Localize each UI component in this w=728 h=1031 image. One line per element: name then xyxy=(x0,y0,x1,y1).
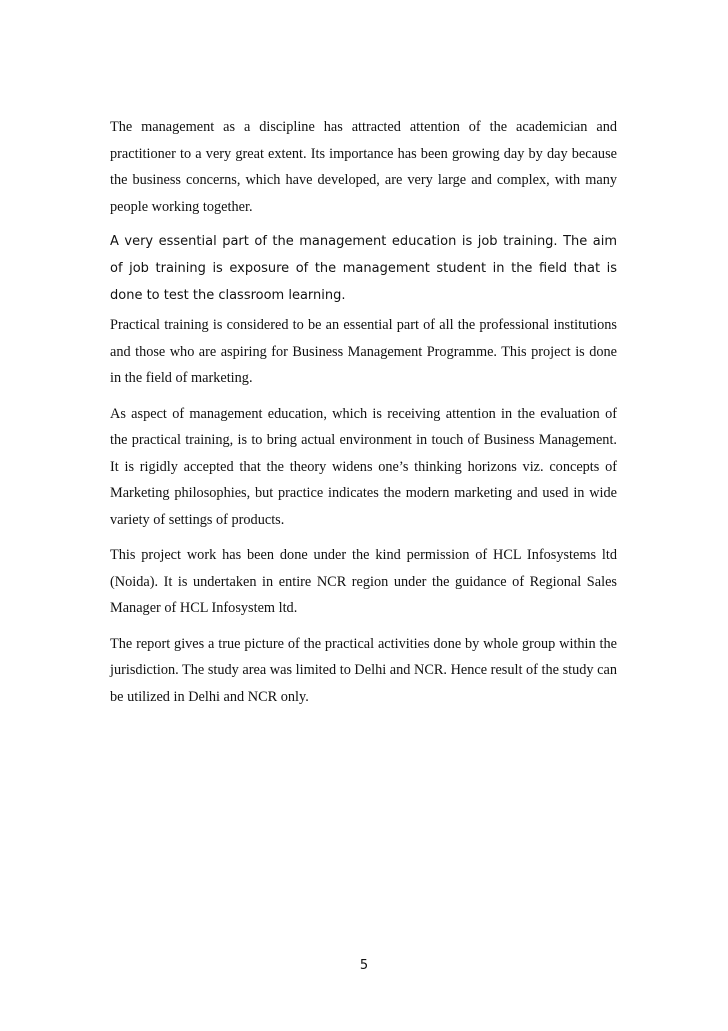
page-number: 5 xyxy=(359,958,369,973)
paragraph-management-discipline: The management as a discipline has attracted attention of the academician and practitioner to a very great extent. Its importance has been growing day by day because the business concerns, which have developed, are very large and complex, with many people working together. xyxy=(110,119,617,215)
paragraph-practical-training: Practical training is considered to be an essential part of all the professional institutions and those who are aspiring for Business Management Programme. This project is done in the field of marketing. xyxy=(110,317,617,386)
paragraph-management-education: As aspect of management education, which is receiving attention in the evaluation of the practical training, is to bring actual environment in touch of Business Management. It is rigidly accepted that the theory widens one’s thinking horizons viz. concepts of Marketing philosophies, but practice indicates the modern marketing and used in wide variety of settings of products. xyxy=(110,405,617,528)
paragraph-job-training: A very essential part of the management education is job training. The aim of job training is exposure of the management student in the field that is done to test the classroom learning. xyxy=(110,234,617,303)
page-body xyxy=(110,114,617,710)
paragraph-project-permission: This project work has been done under the kind permission of HCL Infosystems ltd (Noida). It is undertaken in entire NCR region under the guidance of Regional Sales Manager of HCL Infosystem ltd. xyxy=(110,547,617,616)
paragraph-report-summary: The report gives a true picture of the practical activities done by whole group within the jurisdiction. The study area was limited to Delhi and NCR. Hence result of the study can be utilized in Delhi and NCR only. xyxy=(110,635,617,705)
